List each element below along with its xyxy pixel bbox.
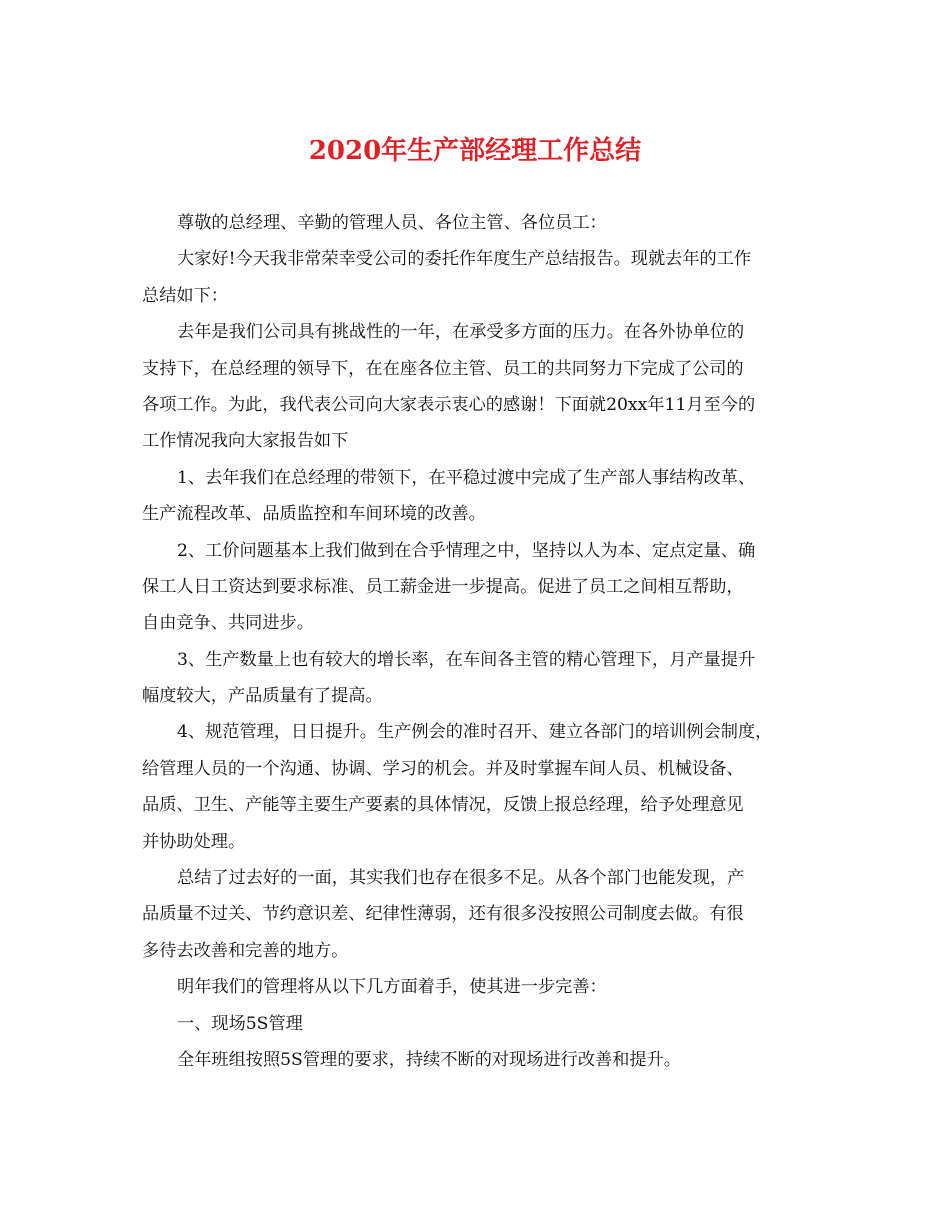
- text-line: 3、生产数量上也有较大的增长率，在车间各主管的精心管理下，月产量提升: [177, 649, 756, 670]
- text-line: 总结了过去好的一面，其实我们也存在很多不足。从各个部门也能发现，产: [177, 868, 745, 889]
- text-line: 4、规范管理，日日提升。生产例会的准时召开、建立各部门的培训例会制度，: [177, 722, 773, 743]
- page-title: 2020年生产部经理工作总结: [308, 136, 642, 166]
- text-line: 1、去年我们在总经理的带领下，在平稳过渡中完成了生产部人事结构改革、: [177, 467, 756, 488]
- text-line: 品质量不过关、节约意识差、纪律性薄弱，还有很多没按照公司制度去做。有很: [142, 904, 744, 925]
- text-line: 并协助处理。: [142, 831, 246, 852]
- text-line: 工作情况我向大家报告如下: [142, 431, 349, 452]
- text-line: 保工人日工资达到要求标准、员工薪金进一步提高。促进了员工之间相互帮助，: [142, 576, 744, 597]
- text-line: 支持下，在总经理的领导下，在在座各位主管、员工的共同努力下完成了公司的: [142, 358, 744, 379]
- text-line: 给管理人员的一个沟通、协调、学习的机会。并及时掌握车间人员、机械设备、: [142, 758, 744, 779]
- text-line: 一、现场5S管理: [177, 1013, 303, 1034]
- text-line: 明年我们的管理将从以下几方面着手，使其进一步完善：: [177, 977, 607, 998]
- text-line: 品质、卫生、产能等主要生产要素的具体情况，反馈上报总经理，给予处理意见: [142, 795, 744, 816]
- text-line: 自由竞争、共同进步。: [142, 613, 314, 634]
- text-line: 大家好!今天我非常荣幸受公司的委托作年度生产总结报告。现就去年的工作: [177, 249, 752, 270]
- text-line: 多待去改善和完善的地方。: [142, 940, 349, 961]
- text-line: 生产流程改革、品质监控和车间环境的改善。: [142, 504, 486, 525]
- text-line: 总结如下：: [142, 285, 228, 306]
- text-line: 幅度较大，产品质量有了提高。: [142, 686, 383, 707]
- text-line: 去年是我们公司具有挑战性的一年，在承受多方面的压力。在各外协单位的: [177, 322, 745, 343]
- text-line: 各项工作。为此，我代表公司向大家表示衷心的感谢！下面就20xx年11月至今的: [142, 394, 756, 415]
- document-body: [142, 205, 810, 1078]
- text-line: 全年班组按照5S管理的要求，持续不断的对现场进行改善和提升。: [177, 1049, 681, 1070]
- text-line: 2、工价问题基本上我们做到在合乎情理之中，坚持以人为本、定点定量、确: [177, 540, 756, 561]
- text-line: 尊敬的总经理、辛勤的管理人员、各位主管、各位员工：: [177, 213, 607, 233]
